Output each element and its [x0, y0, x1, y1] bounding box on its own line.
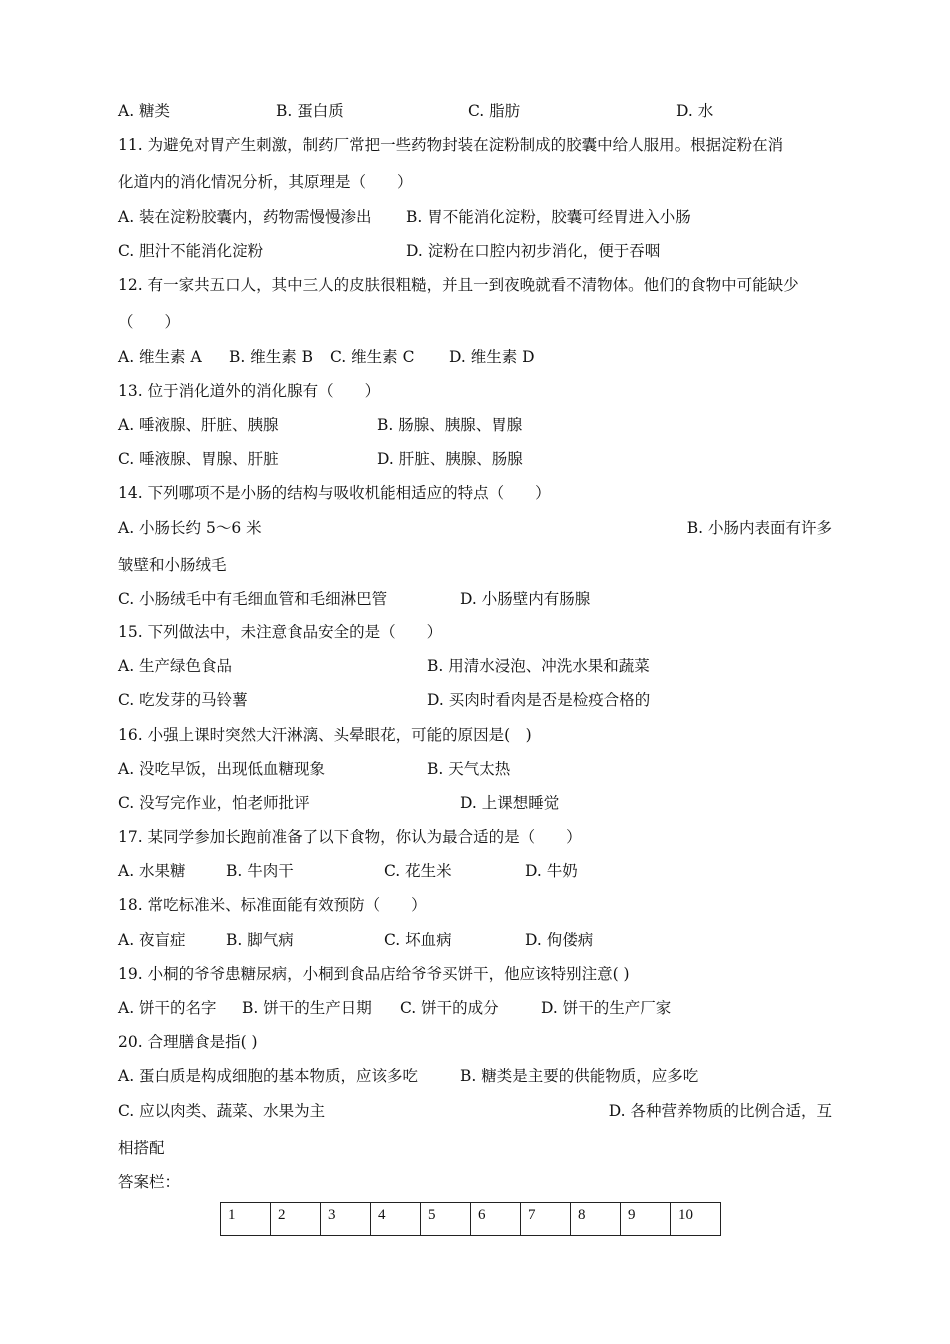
q13-stem: 13. 位于消化道外的消化腺有（ ） [118, 382, 381, 400]
q20-option-d-part-2: 相搭配 [118, 1139, 165, 1157]
q18-option-c: C. 坏血病 [384, 931, 452, 949]
answer-cell[interactable]: 3 [321, 1203, 371, 1236]
q15-option-a: A. 生产绿色食品 [118, 657, 233, 675]
q16-option-a: A. 没吃早饭，出现低血糖现象 [118, 760, 326, 778]
q13-option-d: D. 肝脏、胰腺、肠腺 [377, 450, 523, 468]
answer-cell[interactable]: 2 [271, 1203, 321, 1236]
q16-option-c: C. 没写完作业，怕老师批评 [118, 794, 310, 812]
q14-stem: 14. 下列哪项不是小肠的结构与吸收机能相适应的特点（ ） [118, 484, 551, 502]
q14-option-d: D. 小肠壁内有肠腺 [460, 590, 591, 608]
q14-option-a: A. 小肠长约 5～6 米 [118, 519, 262, 537]
q19-option-a: A. 饼干的名字 [118, 999, 217, 1017]
q16-stem: 16. 小强上课时突然大汗淋漓、头晕眼花，可能的原因是( ) [118, 726, 532, 744]
q20-option-d-part-1: D. 各种营养物质的比例合适，互 [608, 1102, 832, 1120]
answer-cell[interactable]: 8 [571, 1203, 621, 1236]
q15-stem: 15. 下列做法中，未注意食品安全的是（ ） [118, 623, 443, 641]
q15-option-c: C. 吃发芽的马铃薯 [118, 691, 248, 709]
q10-option-d: D. 水 [676, 102, 714, 120]
q12-option-d: D. 维生素 D [449, 348, 535, 366]
q12-option-b: B. 维生素 B [229, 348, 314, 366]
q17-stem: 17. 某同学参加长跑前准备了以下食物，你认为最合适的是（ ） [118, 828, 582, 846]
q19-stem: 19. 小桐的爷爷患糖尿病，小桐到食品店给爷爷买饼干，他应该特别注意( ) [118, 965, 630, 983]
q12-stem-line-2: （ ） [118, 313, 181, 331]
q19-option-b: B. 饼干的生产日期 [242, 999, 372, 1017]
q16-option-d: D. 上课想睡觉 [460, 794, 560, 812]
q15-option-d: D. 买肉时看肉是否是检疫合格的 [427, 691, 651, 709]
q14-option-c: C. 小肠绒毛中有毛细血管和毛细淋巴管 [118, 590, 388, 608]
answer-cell[interactable]: 7 [521, 1203, 571, 1236]
q11-option-b: B. 胃不能消化淀粉，胶囊可经胃进入小肠 [406, 208, 691, 226]
q17-option-c: C. 花生米 [384, 862, 452, 880]
q11-option-d: D. 淀粉在口腔内初步消化，便于吞咽 [406, 242, 661, 260]
q10-option-b: B. 蛋白质 [276, 102, 344, 120]
q18-option-d: D. 佝偻病 [525, 931, 594, 949]
q19-option-d: D. 饼干的生产厂家 [541, 999, 672, 1017]
answer-cell[interactable]: 5 [421, 1203, 471, 1236]
q13-option-a: A. 唾液腺、肝脏、胰腺 [118, 416, 279, 434]
q20-option-b: B. 糖类是主要的供能物质，应多吃 [460, 1067, 699, 1085]
q16-option-b: B. 天气太热 [427, 760, 511, 778]
q12-option-a: A. 维生素 A [118, 348, 202, 366]
q17-option-a: A. 水果糖 [118, 862, 186, 880]
q18-option-b: B. 脚气病 [226, 931, 294, 949]
q12-option-c: C. 维生素 C [330, 348, 415, 366]
q17-option-d: D. 牛奶 [525, 862, 578, 880]
q15-option-b: B. 用清水浸泡、冲洗水果和蔬菜 [427, 657, 650, 675]
q11-stem-line-1: 11. 为避免对胃产生刺激，制药厂常把一些药物封装在淀粉制成的胶囊中给人服用。根据淀粉在消 [118, 136, 784, 154]
q20-option-a: A. 蛋白质是构成细胞的基本物质，应该多吃 [118, 1067, 419, 1085]
q11-option-c: C. 胆汁不能消化淀粉 [118, 242, 264, 260]
q17-option-b: B. 牛肉干 [226, 862, 294, 880]
q14-option-b-part-1: B. 小肠内表面有许多 [686, 519, 832, 537]
answer-label: 答案栏： [118, 1173, 181, 1191]
q10-option-a: A. 糖类 [118, 102, 171, 120]
q18-option-a: A. 夜盲症 [118, 931, 186, 949]
answer-cell[interactable]: 9 [621, 1203, 671, 1236]
q19-option-c: C. 饼干的成分 [400, 999, 499, 1017]
q14-option-b-part-2: 皱壁和小肠绒毛 [118, 556, 227, 574]
q13-option-c: C. 唾液腺、胃腺、肝脏 [118, 450, 279, 468]
q20-option-c: C. 应以肉类、蔬菜、水果为主 [118, 1102, 326, 1120]
q18-stem: 18. 常吃标准米、标准面能有效预防（ ） [118, 896, 427, 914]
q10-option-c: C. 脂肪 [468, 102, 521, 120]
answer-cell[interactable]: 10 [671, 1203, 721, 1236]
answer-cell[interactable]: 4 [371, 1203, 421, 1236]
q12-stem-line-1: 12. 有一家共五口人，其中三人的皮肤很粗糙，并且一到夜晚就看不清物体。他们的食物中可能缺少 [118, 276, 799, 294]
q11-option-a: A. 装在淀粉胶囊内，药物需慢慢渗出 [118, 208, 372, 226]
answer-table [220, 1202, 721, 1236]
q11-stem-line-2: 化道内的消化情况分析，其原理是（ ） [118, 173, 413, 191]
answer-cell[interactable]: 6 [471, 1203, 521, 1236]
q20-stem: 20. 合理膳食是指( ) [118, 1033, 258, 1051]
answer-cell[interactable]: 1 [221, 1203, 271, 1236]
q13-option-b: B. 肠腺、胰腺、胃腺 [377, 416, 523, 434]
answer-table-row [221, 1203, 721, 1236]
